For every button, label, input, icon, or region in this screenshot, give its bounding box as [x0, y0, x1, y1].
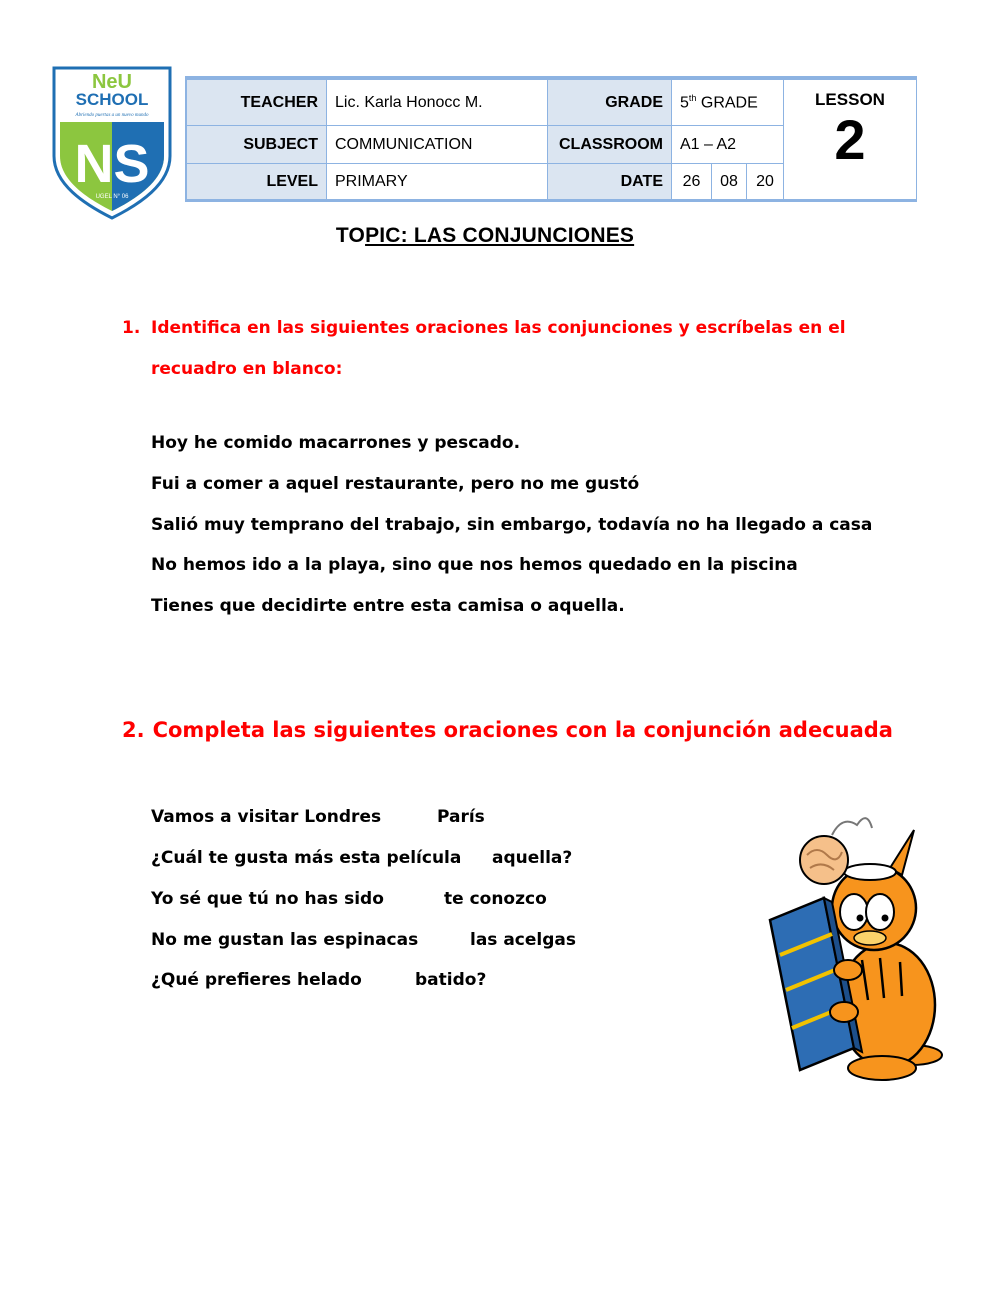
- question-1-number: 1.: [122, 318, 141, 338]
- completion-3-left: Yo sé que tú no has sido: [151, 889, 384, 909]
- classroom-value: A1 – A2: [672, 126, 784, 164]
- date-day: 26: [672, 164, 712, 200]
- lesson-label: LESSON: [815, 90, 885, 109]
- sentence-5: Tienes que decidirte entre esta camisa o aquella.: [151, 596, 625, 616]
- completion-1-left: Vamos a visitar Londres: [151, 807, 382, 827]
- paw-2: [830, 1002, 858, 1022]
- open-skull: [844, 864, 896, 880]
- garfield-reading-illustration: [762, 800, 952, 1090]
- sentence-1: Hoy he comido macarrones y pescado.: [151, 433, 521, 453]
- brain: [800, 836, 848, 884]
- completion-5-left: ¿Qué prefieres helado: [151, 970, 362, 990]
- eye-left: [840, 894, 868, 930]
- completion-2-right: aquella?: [492, 848, 573, 868]
- lesson-number: 2: [834, 108, 866, 171]
- subject-label: SUBJECT: [187, 126, 327, 164]
- classroom-label: CLASSROOM: [548, 126, 672, 164]
- paw: [834, 960, 862, 980]
- completion-2-left: ¿Cuál te gusta más esta película: [151, 848, 462, 868]
- completion-5-right: batido?: [415, 970, 487, 990]
- level-value: PRIMARY: [327, 164, 548, 200]
- question-1-instruction: [122, 308, 862, 390]
- question-2-number: 2.: [122, 718, 145, 742]
- date-month: 08: [712, 164, 747, 200]
- logo-initials: NS: [74, 134, 150, 194]
- logo-ugel: UGEL N° 06: [95, 194, 129, 200]
- school-logo: [50, 64, 174, 220]
- logo-brand-top: NeU: [91, 71, 133, 93]
- completion-4-right: las acelgas: [470, 930, 577, 950]
- header-table: [185, 76, 917, 202]
- page-title: TOPIC: LAS CONJUNCIONES: [335, 224, 635, 247]
- sentence-3: Salió muy temprano del trabajo, sin embargo, todavía no ha llegado a casa: [151, 515, 873, 535]
- grade-label: GRADE: [548, 80, 672, 126]
- logo-tagline: Abriendo puertas a un nuevo mundo: [75, 113, 149, 118]
- sentence-4: No hemos ido a la playa, sino que nos hemos quedado en la piscina: [151, 555, 798, 575]
- sentence-2: Fui a comer a aquel restaurante, pero no me gustó: [151, 474, 640, 494]
- grade-value: 5th GRADE: [672, 80, 784, 126]
- date-label: DATE: [548, 164, 672, 200]
- muzzle: [854, 931, 886, 945]
- date-year: 20: [747, 164, 784, 200]
- subject-value: COMMUNICATION: [327, 126, 548, 164]
- eye-right: [866, 894, 894, 930]
- completion-1-right: París: [437, 807, 485, 827]
- lesson-box: [784, 80, 917, 200]
- completion-3-right: te conozco: [444, 889, 547, 909]
- question-2-text: Completa las siguientes oraciones con la conjunción adecuada: [152, 718, 893, 742]
- question-1-line-1: Identifica en las siguientes oraciones las conjunciones y escríbelas en el: [151, 318, 846, 338]
- foot: [848, 1056, 916, 1080]
- logo-brand-bottom: SCHOOL: [75, 90, 149, 109]
- teacher-value: Lic. Karla Honocc M.: [327, 80, 548, 126]
- question-1-line-2: recuadro en blanco:: [151, 359, 343, 379]
- question-2-instruction: [122, 718, 893, 742]
- level-label: LEVEL: [187, 164, 327, 200]
- teacher-label: TEACHER: [187, 80, 327, 126]
- completion-4-left: No me gustan las espinacas: [151, 930, 419, 950]
